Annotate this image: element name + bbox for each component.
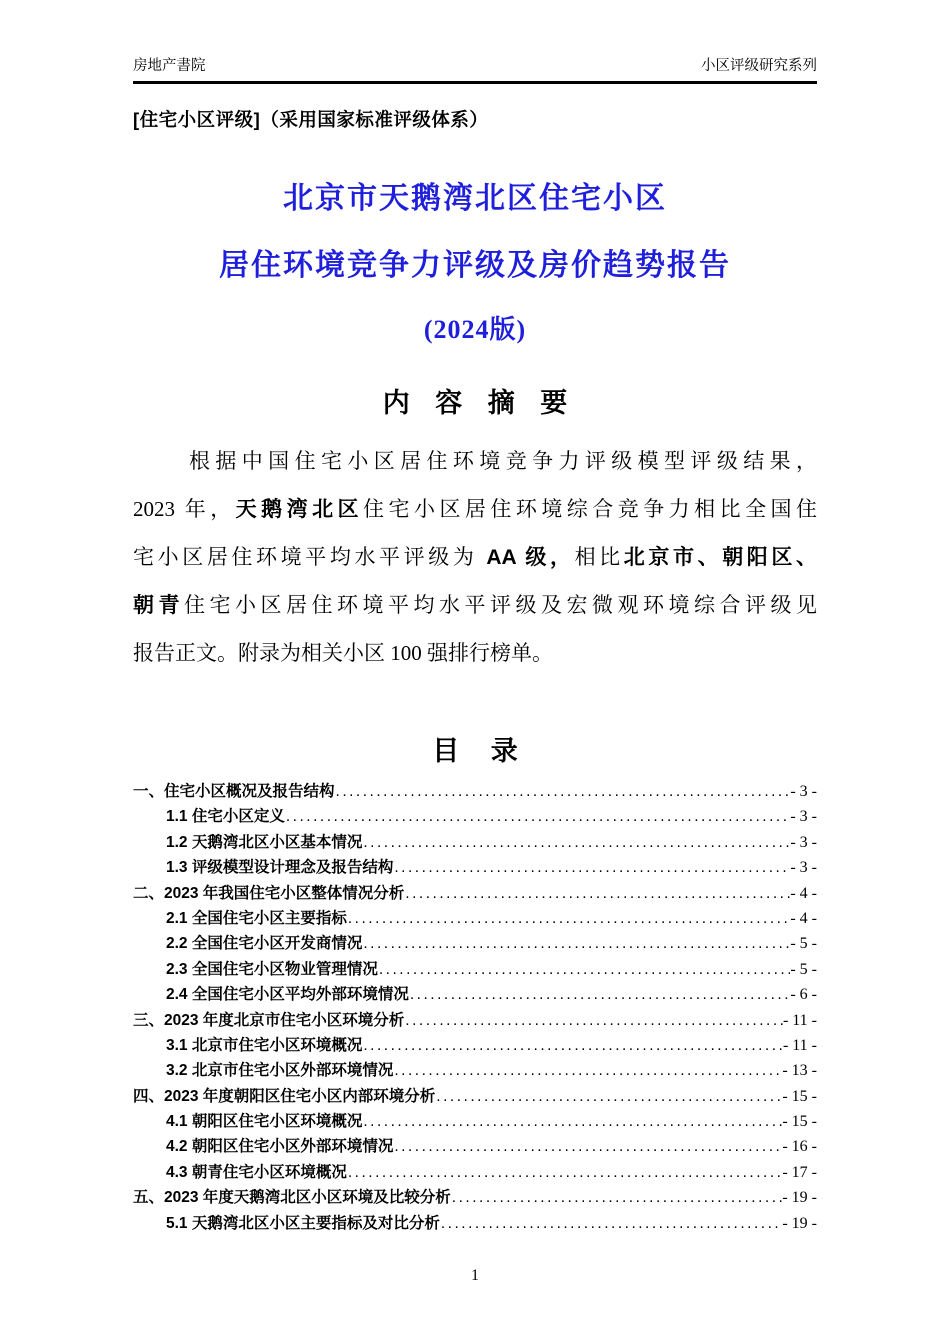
page-number: 1 xyxy=(471,1267,479,1284)
abstract-text: 根据中国住宅小区居住环境竞争力评级模型评级结果， xyxy=(189,449,817,473)
toc-item-label: 1.3 评级模型设计理念及报告结构 xyxy=(166,859,394,877)
toc-item-page: - 15 - xyxy=(782,1087,817,1105)
toc-leader-dots xyxy=(451,1185,783,1210)
toc-item[interactable] xyxy=(133,881,817,906)
abstract-bold-text: AA 级， xyxy=(486,546,575,569)
toc-item-page: - 11 - xyxy=(782,1011,817,1029)
toc-item-page: - 5 - xyxy=(790,935,817,953)
toc-leader-dots xyxy=(362,931,790,956)
abstract-text: 2023 年， xyxy=(133,497,236,521)
toc-leader-dots xyxy=(347,1160,782,1185)
abstract-body xyxy=(133,437,817,677)
toc-item-page: - 19 - xyxy=(782,1189,817,1207)
toc-list xyxy=(133,779,817,1236)
toc-item-page: - 4 - xyxy=(790,909,817,927)
toc-item[interactable] xyxy=(133,855,817,880)
abstract-text: 相比 xyxy=(574,545,624,569)
toc-item[interactable] xyxy=(133,830,817,855)
abstract-line xyxy=(133,581,817,629)
toc-item[interactable] xyxy=(133,906,817,931)
toc-item-label: 2.1 全国住宅小区主要指标 xyxy=(166,909,347,927)
report-series-subtitle: [住宅小区评级]（采用国家标准评级体系） xyxy=(133,109,489,130)
toc-item[interactable] xyxy=(133,1134,817,1159)
toc-item-label: 4.2 朝阳区住宅小区外部环境情况 xyxy=(166,1138,394,1156)
toc-item-page: - 15 - xyxy=(782,1113,817,1131)
toc-leader-dots xyxy=(435,1084,782,1109)
toc-leader-dots xyxy=(404,881,790,906)
toc-item-label: 4.1 朝阳区住宅小区环境概况 xyxy=(166,1113,363,1131)
report-title-edition: (2024版) xyxy=(423,315,527,344)
toc-item-page: - 11 - xyxy=(782,1036,817,1054)
abstract-line xyxy=(133,533,817,581)
toc-item-label: 四、2023 年度朝阳区住宅小区内部环境分析 xyxy=(133,1087,436,1105)
toc-item-label: 2.2 全国住宅小区开发商情况 xyxy=(166,935,363,953)
toc-leader-dots xyxy=(362,1109,782,1134)
toc-item-label: 3.1 北京市住宅小区环境概况 xyxy=(166,1036,363,1054)
header-right-text: 小区评级研究系列 xyxy=(701,58,817,74)
abstract-text: 住宅小区居住环境综合竞争力相比全国住 xyxy=(363,497,817,521)
toc-leader-dots xyxy=(362,1033,783,1058)
toc-item-label: 2.3 全国住宅小区物业管理情况 xyxy=(166,960,378,978)
report-title-line2: 居住环境竞争力评级及房价趋势报告 xyxy=(219,249,731,282)
abstract-text: 报告正文。附录为相关小区 100 强排行榜单。 xyxy=(133,641,553,665)
abstract-line xyxy=(133,629,817,677)
toc-leader-dots xyxy=(347,906,790,931)
toc-item-page: - 3 - xyxy=(790,808,817,826)
abstract-bold-text: 天鹅湾北区 xyxy=(235,498,364,521)
toc-item-label: 三、2023 年度北京市住宅小区环境分析 xyxy=(133,1011,405,1029)
toc-item[interactable] xyxy=(133,931,817,956)
abstract-bold-text: 北京市、朝阳区、 xyxy=(623,546,817,569)
abstract-text: 住宅小区居住环境平均水平评级及宏微观环境综合评级见 xyxy=(184,593,817,617)
toc-item[interactable] xyxy=(133,957,817,982)
toc-item-label: 4.3 朝青住宅小区环境概况 xyxy=(166,1163,347,1181)
toc-item[interactable] xyxy=(133,1160,817,1185)
toc-item-page: - 6 - xyxy=(790,986,817,1004)
toc-item-page: - 4 - xyxy=(790,884,817,902)
toc-leader-dots xyxy=(335,779,791,804)
toc-item-label: 2.4 全国住宅小区平均外部环境情况 xyxy=(166,986,409,1004)
toc-item-label: 一、住宅小区概况及报告结构 xyxy=(133,783,335,800)
toc-item-page: - 16 - xyxy=(782,1138,817,1156)
toc-item-page: - 19 - xyxy=(782,1214,817,1232)
toc-item-label: 1.2 天鹅湾北区小区基本情况 xyxy=(166,833,363,851)
toc-item[interactable] xyxy=(133,982,817,1007)
toc-leader-dots xyxy=(409,982,790,1007)
abstract-text: 宅小区居住环境平均水平评级为 xyxy=(133,545,487,569)
toc-heading: 目 录 xyxy=(432,736,530,766)
toc-item[interactable] xyxy=(133,1211,817,1236)
toc-leader-dots xyxy=(404,1008,783,1033)
toc-leader-dots xyxy=(393,1134,782,1159)
toc-item-label: 二、2023 年我国住宅小区整体情况分析 xyxy=(133,884,405,902)
toc-item-page: - 17 - xyxy=(782,1163,817,1181)
toc-item[interactable] xyxy=(133,1109,817,1134)
toc-item[interactable] xyxy=(133,1033,817,1058)
toc-item-label: 5.1 天鹅湾北区小区主要指标及对比分析 xyxy=(166,1214,440,1232)
report-title-line1: 北京市天鹅湾北区住宅小区 xyxy=(283,182,667,215)
toc-leader-dots xyxy=(393,1058,782,1083)
toc-item-page: - 3 - xyxy=(790,783,817,800)
toc-item[interactable] xyxy=(133,779,817,804)
toc-item[interactable] xyxy=(133,1058,817,1083)
toc-item-label: 五、2023 年度天鹅湾北区小区环境及比较分析 xyxy=(133,1189,451,1207)
toc-item-page: - 3 - xyxy=(790,859,817,877)
toc-leader-dots xyxy=(378,957,790,982)
abstract-line xyxy=(133,485,817,533)
toc-item[interactable] xyxy=(133,1185,817,1210)
toc-item[interactable] xyxy=(133,1084,817,1109)
toc-item-page: - 5 - xyxy=(790,960,817,978)
toc-leader-dots xyxy=(362,830,790,855)
toc-item[interactable] xyxy=(133,1008,817,1033)
running-header xyxy=(133,56,817,84)
toc-item-label: 3.2 北京市住宅小区外部环境情况 xyxy=(166,1062,394,1080)
toc-item-page: - 13 - xyxy=(782,1062,817,1080)
toc-leader-dots xyxy=(393,855,790,880)
toc-item-page: - 3 - xyxy=(790,833,817,851)
toc-item-label: 1.1 住宅小区定义 xyxy=(166,808,285,826)
toc-leader-dots xyxy=(440,1211,782,1236)
toc-leader-dots xyxy=(285,804,790,829)
abstract-bold-text: 朝青 xyxy=(133,594,184,617)
abstract-line xyxy=(133,437,817,485)
toc-item[interactable] xyxy=(133,804,817,829)
title-block xyxy=(133,165,817,361)
header-left-text: 房地产書院 xyxy=(133,58,206,74)
abstract-heading: 内 容 摘 要 xyxy=(382,388,577,418)
